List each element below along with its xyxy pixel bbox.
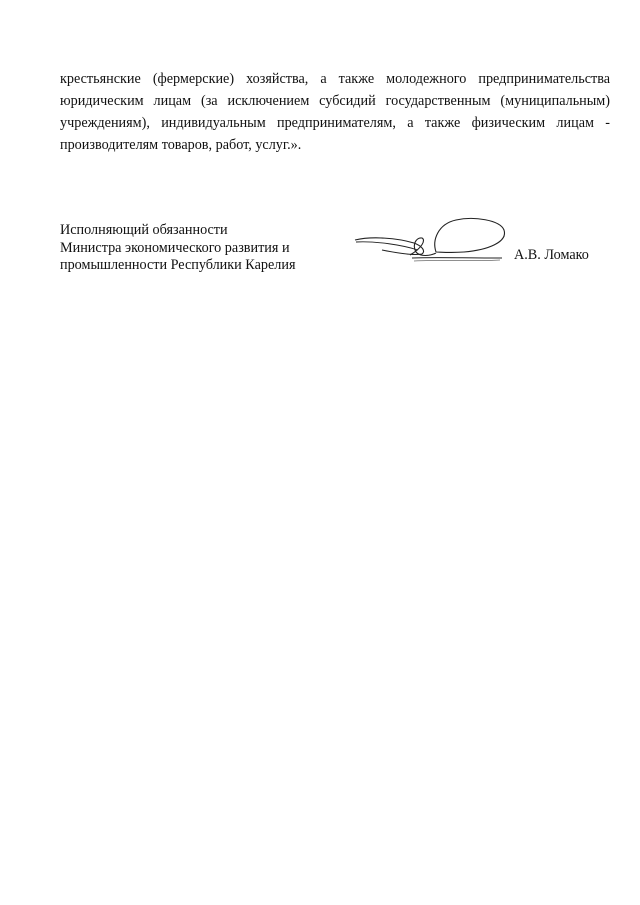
signatory-name: А.В. Ломако (514, 247, 589, 263)
body-paragraph (60, 68, 610, 156)
paragraph-line: производителям товаров, работ, услуг.». (60, 137, 302, 153)
signatory-title-line: Министра экономического развития и (60, 239, 290, 256)
signatory-title-line: промышленности Республики Карелия (60, 257, 296, 273)
paragraph-line: крестьянские (фермерские) хозяйства, а также молодежного предпринимательства (60, 71, 610, 87)
handwritten-signature (352, 212, 508, 270)
signatory-title (60, 222, 320, 275)
signatory-title-line: Исполняющий обязанности (60, 222, 228, 238)
paragraph-line: юридическим лицам (за исключением субсидий государственным (муниципальным) (60, 93, 610, 109)
paragraph-line: учреждениям), индивидуальным предпринимателям, а также физическим лицам - (60, 115, 610, 131)
